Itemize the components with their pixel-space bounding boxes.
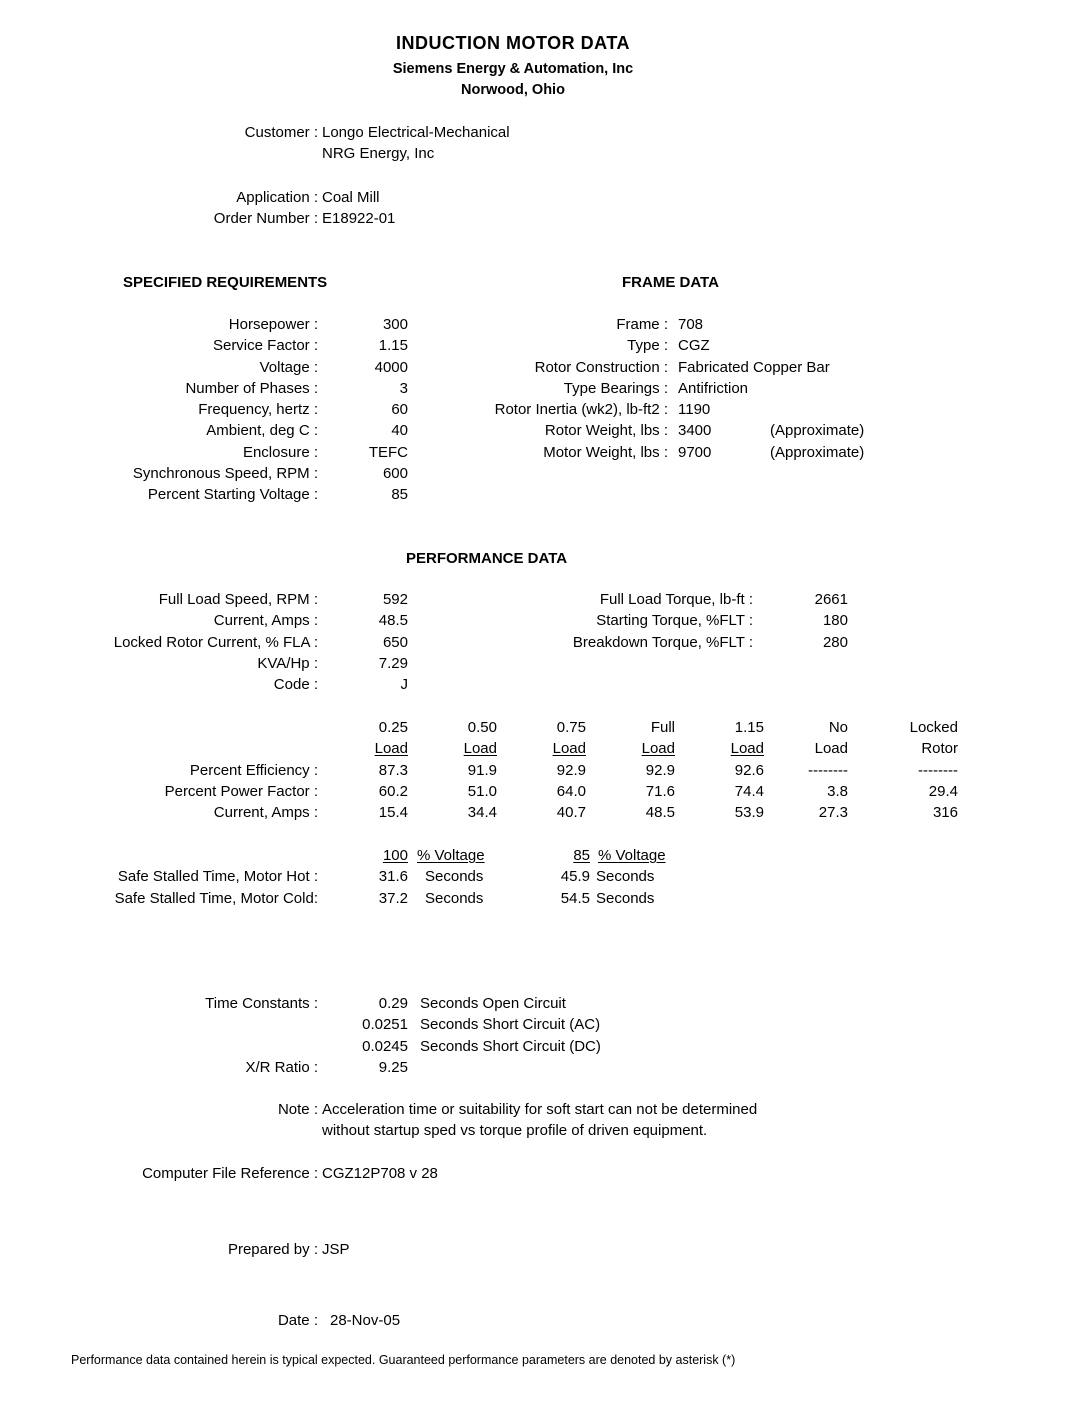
stall-data-row xyxy=(0,890,1088,911)
perf-row-value: 180 xyxy=(822,612,848,630)
page-title: INDUCTION MOTOR DATA xyxy=(396,33,630,53)
load-table xyxy=(0,719,1088,825)
frame-row-value: 1190 xyxy=(678,401,711,419)
note-row xyxy=(0,1122,1088,1143)
prepared-by-value: JSP xyxy=(322,1241,350,1258)
spec-row-label: Horsepower : xyxy=(228,316,318,333)
load-cell: 27.3 xyxy=(818,804,848,822)
frame-data-table xyxy=(0,316,1088,465)
order-number-row xyxy=(0,210,1088,231)
frame-row xyxy=(0,401,1088,422)
load-cell: 92.6 xyxy=(734,761,764,779)
order-number-value: E18922-01 xyxy=(322,210,396,228)
spec-row-value: TEFC xyxy=(368,443,408,461)
frame-row xyxy=(0,444,1088,465)
frame-row-note: (Approximate) xyxy=(770,422,865,440)
customer-label: Customer : xyxy=(244,124,318,141)
stall-unit: Seconds xyxy=(425,868,484,886)
customer-block xyxy=(0,124,1088,167)
load-cell: 40.7 xyxy=(556,804,586,822)
load-col-header: Load xyxy=(814,740,848,758)
load-cell: 64.0 xyxy=(556,782,586,800)
note-line1: Acceleration time or suitability for soft start can not be determined xyxy=(322,1101,758,1118)
perf-row-label: Breakdown Torque, %FLT : xyxy=(572,633,753,651)
load-cell: 92.9 xyxy=(556,761,586,779)
load-cell: 316 xyxy=(932,804,958,822)
stall-value: 37.2 xyxy=(378,889,408,907)
spec-row xyxy=(0,465,1088,486)
frame-row xyxy=(0,337,1088,358)
stall-row-label: Safe Stalled Time, Motor Cold: xyxy=(114,889,318,907)
customer-name-line2: NRG Energy, Inc xyxy=(322,145,435,163)
load-cell: -------- xyxy=(918,761,958,779)
load-header-row-1 xyxy=(0,719,1088,740)
frame-row-label: Type : xyxy=(627,337,668,355)
performance-left-table xyxy=(0,591,1088,697)
section-title-frame-data: FRAME DATA xyxy=(622,274,719,291)
load-cell: 60.2 xyxy=(378,782,408,800)
frame-row-label: Rotor Weight, lbs : xyxy=(544,422,668,440)
spec-row-label: Voltage : xyxy=(259,358,318,376)
load-data-row xyxy=(0,804,1088,825)
date-block xyxy=(0,1312,1088,1333)
frame-row-label: Rotor Construction : xyxy=(534,358,668,376)
perf-row-label: Full Load Speed, RPM : xyxy=(158,591,318,608)
xr-ratio-value: 9.25 xyxy=(378,1058,408,1076)
frame-row-note: (Approximate) xyxy=(770,443,865,461)
perf-row-value: 650 xyxy=(382,633,408,651)
perf-row-label: Full Load Torque, lb-ft : xyxy=(599,591,753,608)
load-row-label: Percent Efficiency : xyxy=(189,761,318,779)
frame-row-label: Motor Weight, lbs : xyxy=(543,443,668,461)
application-row xyxy=(0,189,1088,210)
stall-value: 54.5 xyxy=(560,889,590,907)
perf-row-value: 2661 xyxy=(814,591,848,608)
perf-row-value: 280 xyxy=(822,633,848,651)
load-col-header: No xyxy=(828,719,848,736)
frame-row-label: Frame : xyxy=(616,316,668,333)
perf-row xyxy=(0,612,1088,633)
order-number-label: Order Number : xyxy=(213,210,318,228)
spec-row-value: 4000 xyxy=(374,358,408,376)
perf-row-value: 48.5 xyxy=(378,612,408,630)
load-col-header: Load xyxy=(552,740,586,758)
frame-row-value: 9700 xyxy=(678,443,712,461)
order-block xyxy=(0,189,1088,232)
date-row xyxy=(0,1312,1088,1333)
stall-unit: Seconds xyxy=(596,889,655,907)
load-col-header: Load xyxy=(641,740,675,758)
company-name: Siemens Energy & Automation, Inc xyxy=(392,61,634,77)
spec-row-label: Enclosure : xyxy=(242,443,318,461)
perf-row-value: 592 xyxy=(382,591,408,608)
load-col-header: Load xyxy=(374,740,408,758)
spec-row-label: Service Factor : xyxy=(212,337,318,355)
spec-row-label: Synchronous Speed, RPM : xyxy=(132,465,318,483)
load-cell: 71.6 xyxy=(645,782,675,800)
spec-row-value: 600 xyxy=(382,465,408,483)
stall-data-row xyxy=(0,868,1088,889)
time-constant-row xyxy=(0,1016,1088,1037)
load-col-header: Locked xyxy=(909,719,958,736)
section-title-specified-requirements: SPECIFIED REQUIREMENTS xyxy=(123,274,328,291)
xr-ratio-row xyxy=(0,1059,1088,1080)
spec-row-label: Number of Phases : xyxy=(185,379,318,397)
load-cell: 87.3 xyxy=(378,761,408,779)
company-location: Norwood, Ohio xyxy=(461,82,565,98)
frame-row xyxy=(0,422,1088,443)
spec-row-label: Percent Starting Voltage : xyxy=(147,486,318,504)
frame-row-value: CGZ xyxy=(678,337,710,355)
load-col-header: 0.50 xyxy=(467,719,497,736)
note-label: Note : xyxy=(277,1101,318,1118)
time-constant-desc: Seconds Short Circuit (DC) xyxy=(420,1037,601,1055)
spec-row-label: Ambient, deg C : xyxy=(206,422,318,440)
section-title-performance-data: PERFORMANCE DATA xyxy=(406,550,568,567)
customer-row xyxy=(0,145,1088,166)
spec-row xyxy=(0,486,1088,507)
perf-row-label: Starting Torque, %FLT : xyxy=(596,612,753,630)
stall-unit: Seconds xyxy=(596,868,655,886)
frame-row-value: Antifriction xyxy=(678,379,749,397)
load-col-header: Load xyxy=(463,740,497,758)
stall-row-label: Safe Stalled Time, Motor Hot : xyxy=(117,868,318,886)
stall-value: 31.6 xyxy=(378,868,408,886)
perf-row xyxy=(0,676,1088,697)
perf-row xyxy=(0,634,1088,655)
spec-row-value: 40 xyxy=(391,422,408,440)
frame-row xyxy=(0,359,1088,380)
prepared-by-block xyxy=(0,1241,1088,1262)
stall-col1-voltage: 100 xyxy=(382,847,408,864)
perf-row-value: 7.29 xyxy=(378,654,408,672)
footer-disclaimer: Performance data contained herein is typical expected. Guaranteed performance parameters are denoted by asterisk (*) xyxy=(71,1353,736,1367)
frame-row-value: Fabricated Copper Bar xyxy=(678,358,830,376)
application-value: Coal Mill xyxy=(322,189,380,206)
file-reference-row xyxy=(0,1165,1088,1186)
xr-ratio-label: X/R Ratio : xyxy=(245,1058,318,1076)
frame-row-label: Type Bearings : xyxy=(563,379,668,397)
load-row-label: Percent Power Factor : xyxy=(164,782,318,800)
load-col-header: 1.15 xyxy=(734,719,764,736)
load-cell: 51.0 xyxy=(467,782,497,800)
time-constants-block xyxy=(0,995,1088,1080)
load-cell: 91.9 xyxy=(467,761,497,779)
load-col-header: 0.25 xyxy=(378,719,408,736)
load-col-header: Rotor xyxy=(921,740,958,758)
load-cell: 48.5 xyxy=(645,804,675,822)
load-cell: 92.9 xyxy=(645,761,675,779)
load-cell: -------- xyxy=(808,761,848,779)
perf-row xyxy=(0,655,1088,676)
file-reference-value: CGZ12P708 v 28 xyxy=(322,1165,438,1182)
time-constant-row xyxy=(0,995,1088,1016)
note-row xyxy=(0,1101,1088,1122)
load-cell: 29.4 xyxy=(928,782,958,800)
spec-row-value: 60 xyxy=(391,401,408,419)
load-header-row-2 xyxy=(0,740,1088,761)
spec-row-label: Frequency, hertz : xyxy=(198,401,318,419)
perf-row-label: Current, Amps : xyxy=(213,612,318,630)
date-value: 28-Nov-05 xyxy=(330,1312,401,1329)
spec-row-value: 1.15 xyxy=(378,337,408,355)
load-data-row xyxy=(0,762,1088,783)
note-line2: without startup sped vs torque profile of driven equipment. xyxy=(322,1122,708,1140)
time-constants-label: Time Constants : xyxy=(205,995,318,1012)
stalled-time-table xyxy=(0,847,1088,911)
load-cell: 74.4 xyxy=(734,782,764,800)
load-col-header: Full xyxy=(650,719,675,736)
time-constant-desc: Seconds Open Circuit xyxy=(420,995,566,1012)
stall-col2-voltage: 85 xyxy=(573,847,590,864)
perf-row-label: Code : xyxy=(273,676,318,694)
frame-row xyxy=(0,380,1088,401)
customer-name-line1: Longo Electrical-Mechanical xyxy=(322,124,510,141)
time-constant-row xyxy=(0,1038,1088,1059)
perf-row xyxy=(0,591,1088,612)
stall-unit: Seconds xyxy=(425,889,484,907)
load-cell: 53.9 xyxy=(734,804,764,822)
frame-row xyxy=(0,316,1088,337)
spec-row-value: 3 xyxy=(399,379,408,397)
load-cell: 34.4 xyxy=(467,804,497,822)
time-constant-desc: Seconds Short Circuit (AC) xyxy=(420,1016,601,1034)
note-block xyxy=(0,1101,1088,1144)
customer-row xyxy=(0,124,1088,145)
stall-header-row xyxy=(0,847,1088,868)
frame-row-label: Rotor Inertia (wk2), lb-ft2 : xyxy=(494,401,668,419)
frame-row-value: 3400 xyxy=(678,422,712,440)
time-constant-value: 0.29 xyxy=(378,995,408,1012)
prepared-by-row xyxy=(0,1241,1088,1262)
prepared-by-label: Prepared by : xyxy=(227,1241,318,1258)
load-col-header: 0.75 xyxy=(556,719,586,736)
stall-value: 45.9 xyxy=(560,868,590,886)
date-label: Date : xyxy=(277,1312,318,1329)
file-reference-label: Computer File Reference : xyxy=(142,1165,318,1182)
stall-col2-voltage-unit: % Voltage xyxy=(598,847,666,864)
load-cell: 3.8 xyxy=(827,782,848,800)
spec-row-value: 85 xyxy=(391,486,408,504)
perf-row-label: KVA/Hp : xyxy=(257,654,318,672)
load-data-row xyxy=(0,783,1088,804)
time-constant-value: 0.0251 xyxy=(362,1016,408,1034)
perf-row-label: Locked Rotor Current, % FLA : xyxy=(113,633,318,651)
load-col-header: Load xyxy=(730,740,764,758)
spec-row-value: 300 xyxy=(382,316,408,333)
stall-col1-voltage-unit: % Voltage xyxy=(417,847,485,864)
frame-row-value: 708 xyxy=(678,316,704,333)
time-constant-value: 0.0245 xyxy=(362,1037,408,1055)
load-row-label: Current, Amps : xyxy=(213,804,318,822)
file-reference-block xyxy=(0,1165,1088,1186)
load-cell: 15.4 xyxy=(378,804,408,822)
perf-row-value: J xyxy=(400,676,408,694)
application-label: Application : xyxy=(236,189,318,206)
